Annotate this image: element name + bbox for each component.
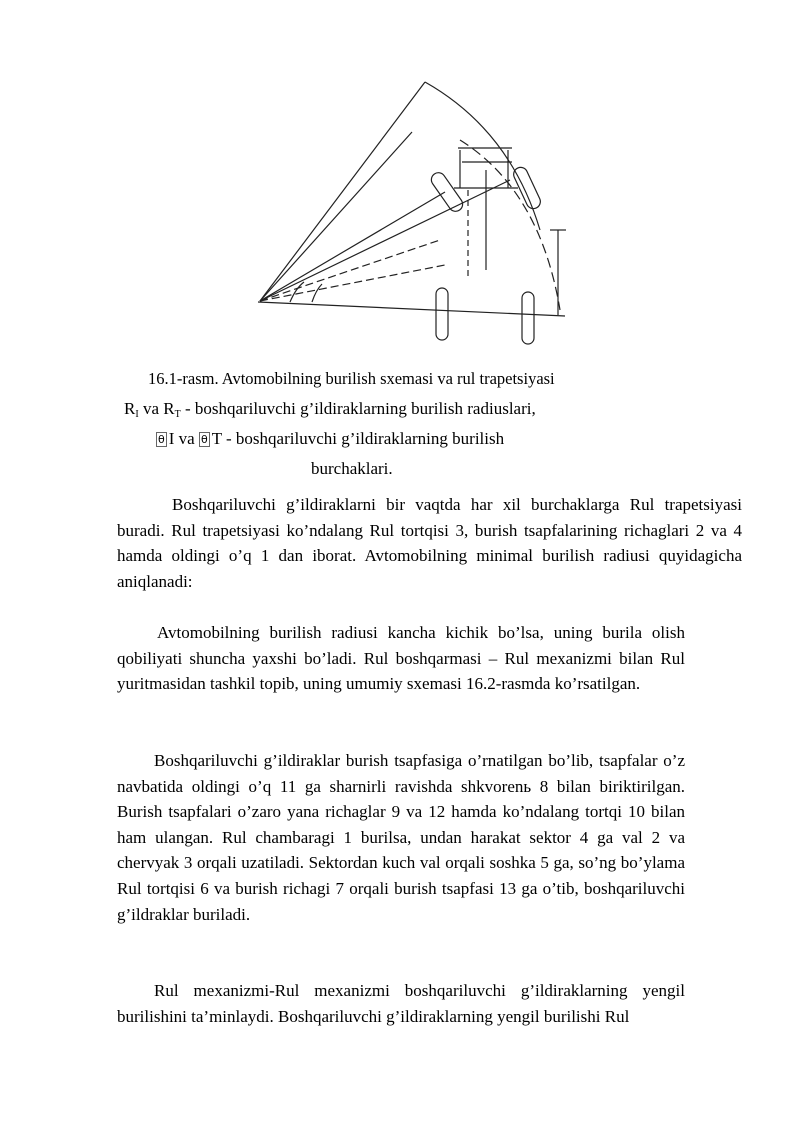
figure-caption: 16.1-rasm. Avtomobilning burilish sxemasi va rul trapetsiyasi [148,369,555,388]
arc-dashed [460,140,560,310]
steering-diagram [240,70,580,360]
legend-angle-continuation: burchaklari. [311,459,393,478]
missing-glyph-icon: θ [200,433,208,446]
angle-arc-2 [312,284,322,302]
base-line [258,302,565,316]
legend-theta-part2: T - boshqariluvchi g’ildiraklarning burilish [211,429,505,448]
radius-line-ri [260,192,445,301]
missing-glyph-icon: θ [158,433,165,446]
legend-r-part1: R [124,399,136,418]
legend-r-part2: va R [138,399,175,418]
legend-r-sub1: I [135,409,139,420]
radius-line-rt [260,132,412,301]
legend-theta-part1: I va [168,429,199,448]
paragraph-3: Boshqariluvchi g’ildiraklar burish tsapfasiga o’rnatilgan bo’lib, tsapfalar o’z navbatida oldingi o’q 11 ga sharnirli ravishda shkvorenь 8 bilan biriktirilgan. Burish tsapfalari o’zaro yana richaglar 9 va 12 hamda ko’ndalang tortqi 10 bilan ham ulangan. Rul chambaragi 1 burilsa, undan harakat sektor 4 ga val 2 va chervyak 3 orqali uzatiladi. Sektordan kuch val orqali soshka 5 ga, so’ng bo’ylama Rul tortqisi 6 va burish richagi 7 orqali burish tsapfasi 13 ga o’tib, boshqariluvchi g’ildraklar buriladi. [117,751,685,924]
radius-line-outer [260,82,425,301]
legend-radius [124,398,536,426]
arc-outer [425,82,540,230]
legend-r-rest: - boshqariluvchi g’ildiraklarning burilish radiuslari, [180,399,536,418]
paragraph-1: Boshqariluvchi g’ildiraklarni bir vaqtda har xil burchaklarga Rul trapetsiyasi buradi. Rul trapetsiyasi ko’ndalang Rul tortqisi 3, burish tsapfalarining richaglari 2 va 4 hamda oldingi o’q 1 dan iborat. Avtomobilning minimal burilish radiusi quyidagicha aniqlanadi: [117,495,742,591]
paragraph-2: Avtomobilning burilish radiusi kancha kichik bo’lsa, uning burila olish qobiliyati shuncha yaxshi bo’ladi. Rul boshqarmasi – Rul mexanizmi bilan Rul yuritmasidan tashkil topib, uning umumiy sxemasi 16.2-rasmda ko’rsatilgan. [117,623,685,694]
radius-line-inner [260,180,510,301]
legend-angle [156,428,504,451]
legend-r-sub2: T [174,409,181,420]
rear-wheel-left [436,288,448,340]
paragraph-4: Rul mexanizmi-Rul mexanizmi boshqariluvchi g’ildiraklarning yengil burilishini ta’minlaydi. Boshqariluvchi g’ildiraklarning yengil burilishi Rul [117,981,685,1026]
steering-scheme-drawing [240,70,580,360]
rear-wheel-right [522,292,534,344]
